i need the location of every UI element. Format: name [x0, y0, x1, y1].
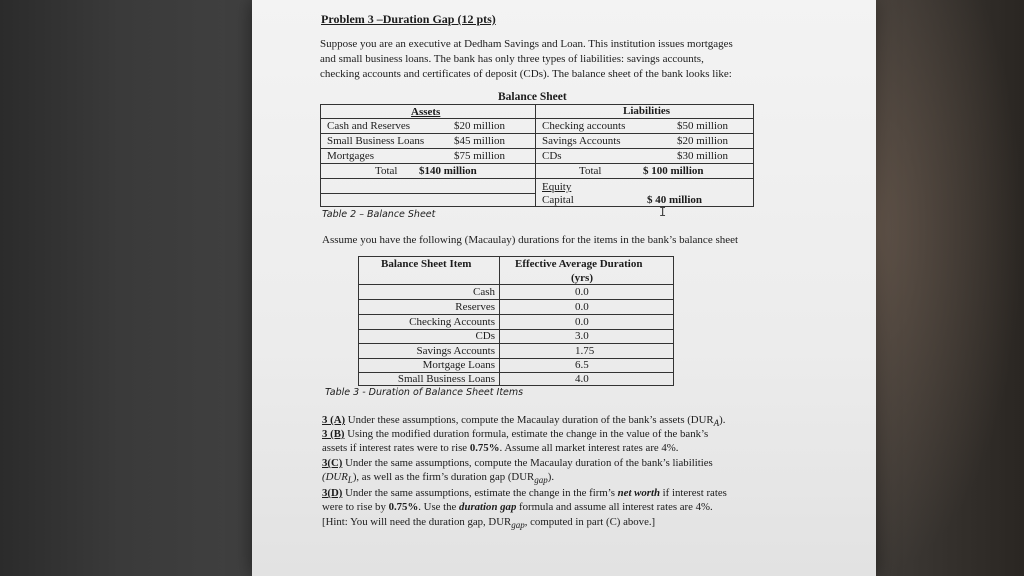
table-row	[359, 358, 673, 372]
table-row	[359, 300, 673, 314]
duration-value: 3.0	[575, 330, 589, 342]
table-row	[359, 315, 673, 329]
liabilities-header: Liabilities	[623, 105, 671, 117]
assets-total-value: $140 million	[419, 165, 477, 177]
balance-sheet-table	[320, 104, 754, 207]
durations-intro: Assume you have the following (Macaulay) durations for the items in the bank’s balance sheet	[322, 234, 739, 246]
asset-name: Small Business Loans	[327, 135, 425, 147]
intro-line-1: Suppose you are an executive at Dedham Savings and Loan. This institution issues mortgages	[320, 38, 733, 50]
question-label: 3 (B)	[322, 428, 345, 440]
assets-header: Assets	[411, 106, 441, 118]
duration-item: Mortgage Loans	[422, 359, 495, 371]
question-3d-line1: 3(D) Under the same assumptions, estimate the change in the firm’s net worth if interest rates	[322, 487, 727, 499]
duration-value: 0.0	[575, 286, 589, 298]
duration-item: Small Business Loans	[397, 373, 495, 385]
table-row	[359, 372, 673, 386]
duration-value: 0.0	[575, 301, 589, 313]
question-label: 3(C)	[322, 457, 343, 469]
text-cursor-icon: I	[659, 205, 667, 219]
asset-name: Mortgages	[327, 150, 375, 162]
question-3c-line1: 3(C) Under the same assumptions, compute the Macaulay duration of the bank’s liabilities	[322, 457, 713, 469]
duration-item: Cash	[473, 286, 495, 298]
question-3a: 3 (A) Under these assumptions, compute the Macaulay duration of the bank’s assets $(DUR_A)$.	[322, 414, 726, 429]
liability-value: $30 million	[677, 150, 729, 162]
liability-value: $50 million	[677, 120, 729, 132]
column-divider	[535, 105, 536, 206]
liability-value: $20 million	[677, 135, 729, 147]
equity-label: Equity	[542, 181, 572, 193]
table-3-caption: Table 3 - Duration of Balance Sheet Items	[325, 387, 524, 398]
duration-item: CDs	[475, 330, 495, 342]
question-3d-hint: [Hint: You will need the duration gap, $DUR_{gap}$, computed in part (C) above.]	[322, 516, 656, 531]
duration-col2-header: Effective Average Duration	[515, 258, 643, 270]
problem-title: Problem 3 –Duration Gap (12 pts)	[321, 12, 496, 26]
question-3c-line2: $(DUR_L)$, as well as the firm’s duration gap $(DUR_{gap})$.	[322, 471, 555, 486]
duration-table	[358, 256, 674, 386]
duration-item: Reserves	[455, 301, 495, 313]
liabilities-total-label: Total	[579, 165, 602, 177]
duration-col2-unit: (yrs)	[571, 272, 593, 284]
question-3d-line2: were to rise by 0.75%. Use the duration gap formula and assume all interest rates are 4%.	[322, 501, 713, 513]
liability-name: CDs	[542, 150, 562, 162]
asset-name: Cash and Reserves	[327, 120, 411, 132]
asset-value: $45 million	[454, 135, 506, 147]
duration-item: Checking Accounts	[409, 316, 495, 328]
table-row	[359, 329, 673, 343]
table-row	[359, 344, 673, 358]
duration-value: 6.5	[575, 359, 589, 371]
duration-value: 0.0	[575, 316, 589, 328]
background-glare	[876, 0, 1024, 576]
duration-item: Savings Accounts	[416, 345, 495, 357]
question-3b-line1: 3 (B) Using the modified duration formula, estimate the change in the value of the bank’s	[322, 428, 709, 440]
table-2-caption: Table 2 – Balance Sheet	[322, 209, 436, 220]
question-3b-line2: assets if interest rates were to rise 0.75%. Assume all market interest rates are 4%.	[322, 442, 679, 454]
table-row	[359, 285, 673, 299]
intro-paragraph	[320, 37, 800, 82]
assets-total-label: Total	[375, 165, 398, 177]
balance-sheet-heading: Balance Sheet	[498, 91, 567, 103]
duration-value: 1.75	[575, 345, 595, 357]
duration-col1-header: Balance Sheet Item	[381, 258, 472, 270]
intro-line-3: checking accounts and certificates of deposit (CDs). The balance sheet of the bank looks like:	[320, 68, 732, 80]
duration-value: 4.0	[575, 373, 589, 385]
question-label: 3 (A)	[322, 414, 346, 426]
asset-value: $20 million	[454, 120, 506, 132]
liability-name: Checking accounts	[542, 120, 626, 132]
capital-label: Capital	[542, 194, 574, 206]
asset-value: $75 million	[454, 150, 506, 162]
liability-name: Savings Accounts	[542, 135, 621, 147]
capital-value: $ 40 million	[647, 194, 703, 206]
liabilities-total-value: $ 100 million	[643, 165, 704, 177]
intro-line-2: and small business loans. The bank has only three types of liabilities: savings accounts,	[320, 53, 704, 65]
question-label: 3(D)	[322, 487, 343, 499]
